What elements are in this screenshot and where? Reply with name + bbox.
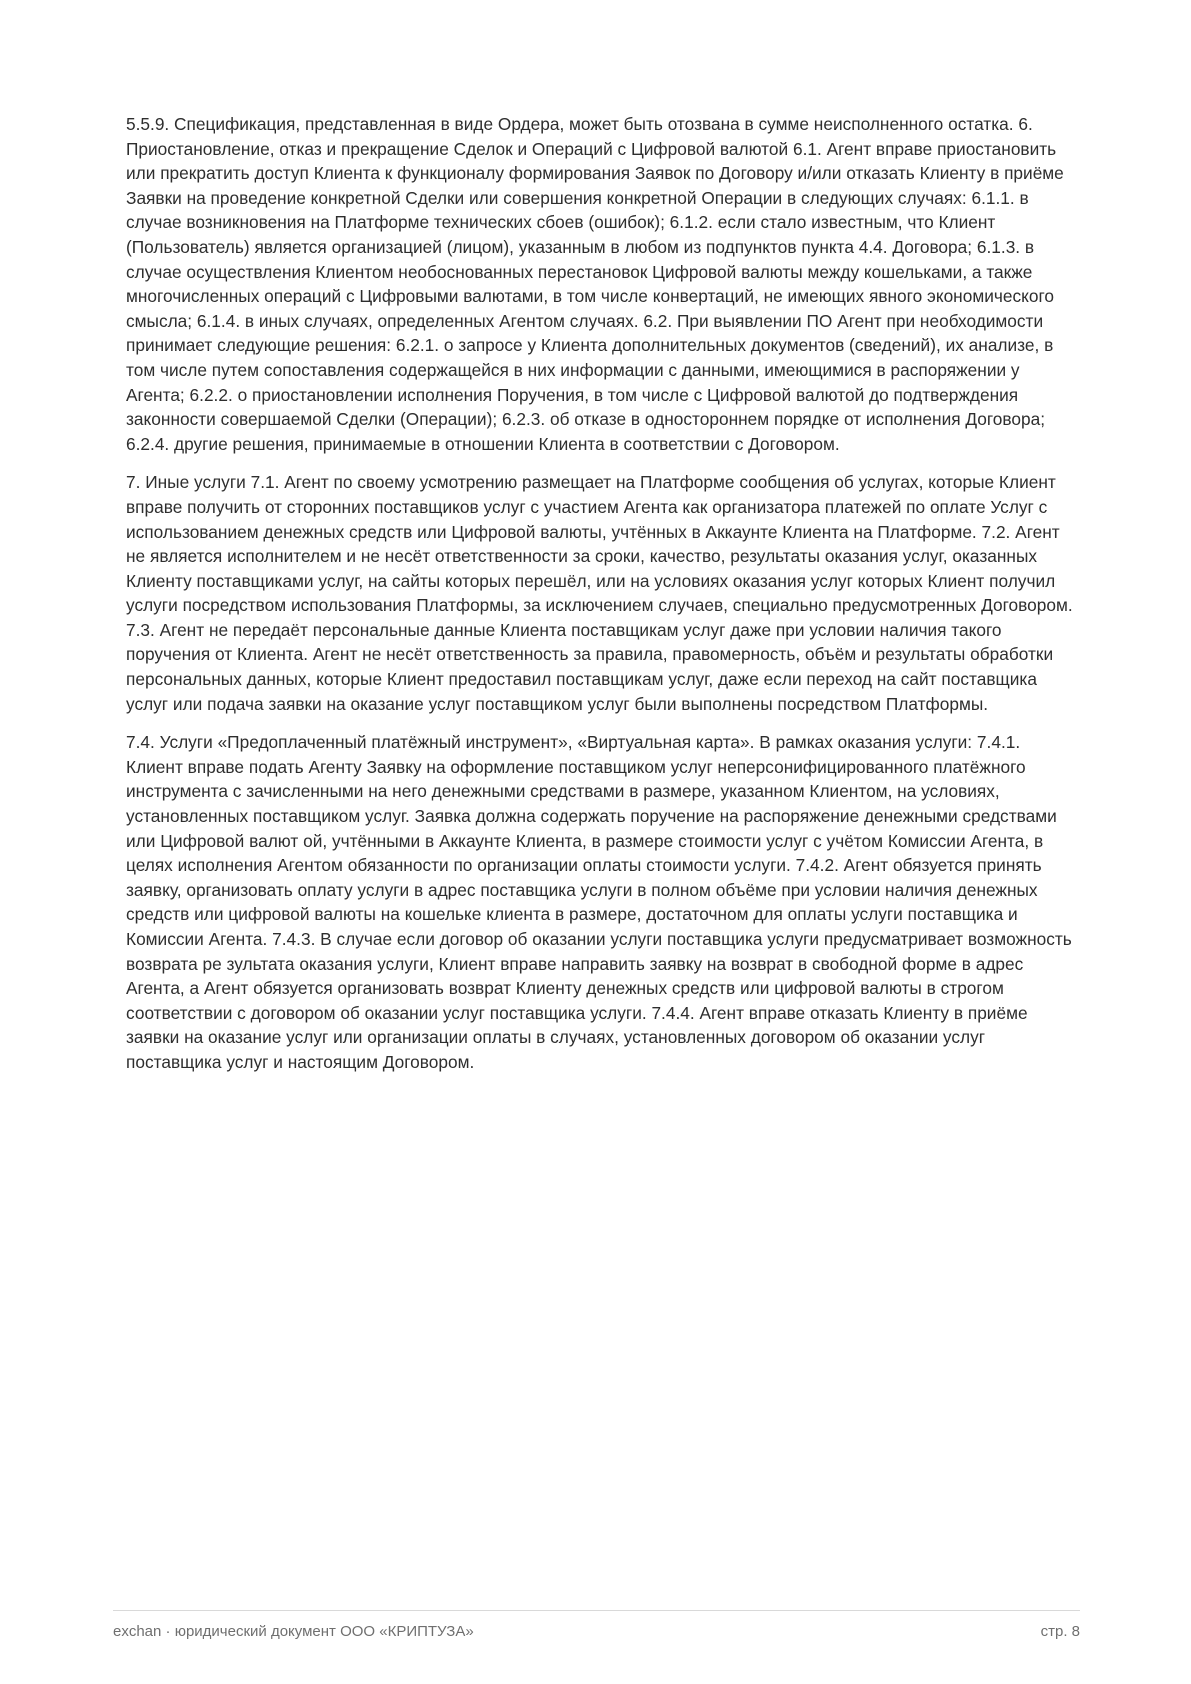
paragraph-section-6: 5.5.9. Спецификация, представленная в виде Ордера, может быть отозвана в сумме неисполненного остатка. 6. Приостановление, отказ и прекращение Сделок и Операций с Цифровой валютой 6.1. Агент вправе приостановить или прекратить доступ Клиента к функционалу формирования Заявок по Договору и/или отказать Клиенту в приёме Заявки на проведение конкретной Сделки или совершения конкретной Операции в следующих случаях: 6.1.1. в случае возникновения на Платформе технических сбоев (ошибок); 6.1.2. если стало известным, что Клиент (Пользователь) является организацией (лицом), указанным в любом из подпунктов пункта 4.4. Договора; 6.1.3. в случае осуществления Клиентом необоснованных перестановок Цифровой валюты между кошельками, а также многочисленных операций с Цифровыми валютами, в том числе конвертаций, не имеющих явного экономического смысла; 6.1.4. в иных случаях, определенных Агентом случаях. 6.2. При выявлении ПО Агент при необходимости принимает следующие решения: 6.2.1. о запросе у Клиента дополнительных документов (сведений), их анализе, в том числе путем сопоставления содержащейся в них информации с данными, имеющимися в распоряжении у Агента; 6.2.2. о приостановлении исполнения Поручения, в том числе с Цифровой валютой до подтверждения законности совершаемой Сделки (Операции); 6.2.3. об отказе в одностороннем порядке от исполнения Договора; 6.2.4. другие решения, принимаемые в отношении Клиента в соответствии с Договором.	[126, 114, 1064, 454]
footer-divider	[113, 1610, 1080, 1611]
paragraph-section-7-4: 7.4. Услуги «Предоплаченный платёжный инструмент», «Виртуальная карта». В рамках оказания услуги: 7.4.1. Клиент вправе подать Агенту Заявку на оформление поставщиком услуг неперсонифицированного платёжного инструмента с зачисленными на него денежными средствами в размере, указанном Клиентом, на условиях, установленных поставщиком услуг. Заявка должна содержать поручение на распоряжение денежными средствами или Цифровой валют ой, учтёнными в Аккаунте Клиента, в размере стоимости услуг с учётом Комиссии Агента, в целях исполнения Агентом обязанности по организации оплаты стоимости услуги. 7.4.2. Агент обязуется принять заявку, организовать оплату услуги в адрес поставщика услуги в полном объёме при условии наличия денежных средств или цифровой валюты на кошельке клиента в размере, достаточном для оплаты услуги поставщика и Комиссии Агента. 7.4.3. В случае если договор об оказании услуги поставщика услуги предусматривает возможность возврата ре зультата оказания услуги, Клиент вправе направить заявку на возврат в свободной форме в адрес Агента, а Агент обязуется организовать возврат Клиенту денежных средств или цифровой валюты в строгом соответствии с договором об оказании услуг поставщика услуги. 7.4.4. Агент вправе отказать Клиенту в приёме заявки на оказание услуг или организации оплаты в случаях, установленных договором об оказании услуг поставщика услуг и настоящим Договором.	[126, 732, 1072, 1072]
paragraph-section-7: 7. Иные услуги 7.1. Агент по своему усмотрению размещает на Платформе сообщения об услугах, которые Клиент вправе получить от сторонних поставщиков услуг с участием Агента как организатора платежей по оплате Услуг с использованием денежных средств или Цифровой валюты, учтённых в Аккаунте Клиента на Платформе. 7.2. Агент не является исполнителем и не несёт ответственности за сроки, качество, результаты оказания услуг, оказанных Клиенту поставщиками услуг, на сайты которых перешёл, или на условиях оказания услуг которых Клиент получил услуги посредством использования Платформы, за исключением случаев, специально предусмотренных Договором. 7.3. Агент не передаёт персональные данные Клиента поставщикам услуг даже при условии наличия такого поручения от Клиента. Агент не несёт ответственность за правила, правомерность, объём и результаты обработки персональных данных, которые Клиент предоставил поставщикам услуг, даже если переход на сайт поставщика услуг или подача заявки на оказание услуг поставщиком услуг были выполнены посредством Платформы.	[126, 472, 1073, 714]
footer-page-number: стр. 8	[1040, 1623, 1080, 1640]
document-body	[126, 112, 1078, 1089]
footer-document-title: exchan · юридический документ ООО «КРИПТУЗА»	[113, 1623, 474, 1640]
